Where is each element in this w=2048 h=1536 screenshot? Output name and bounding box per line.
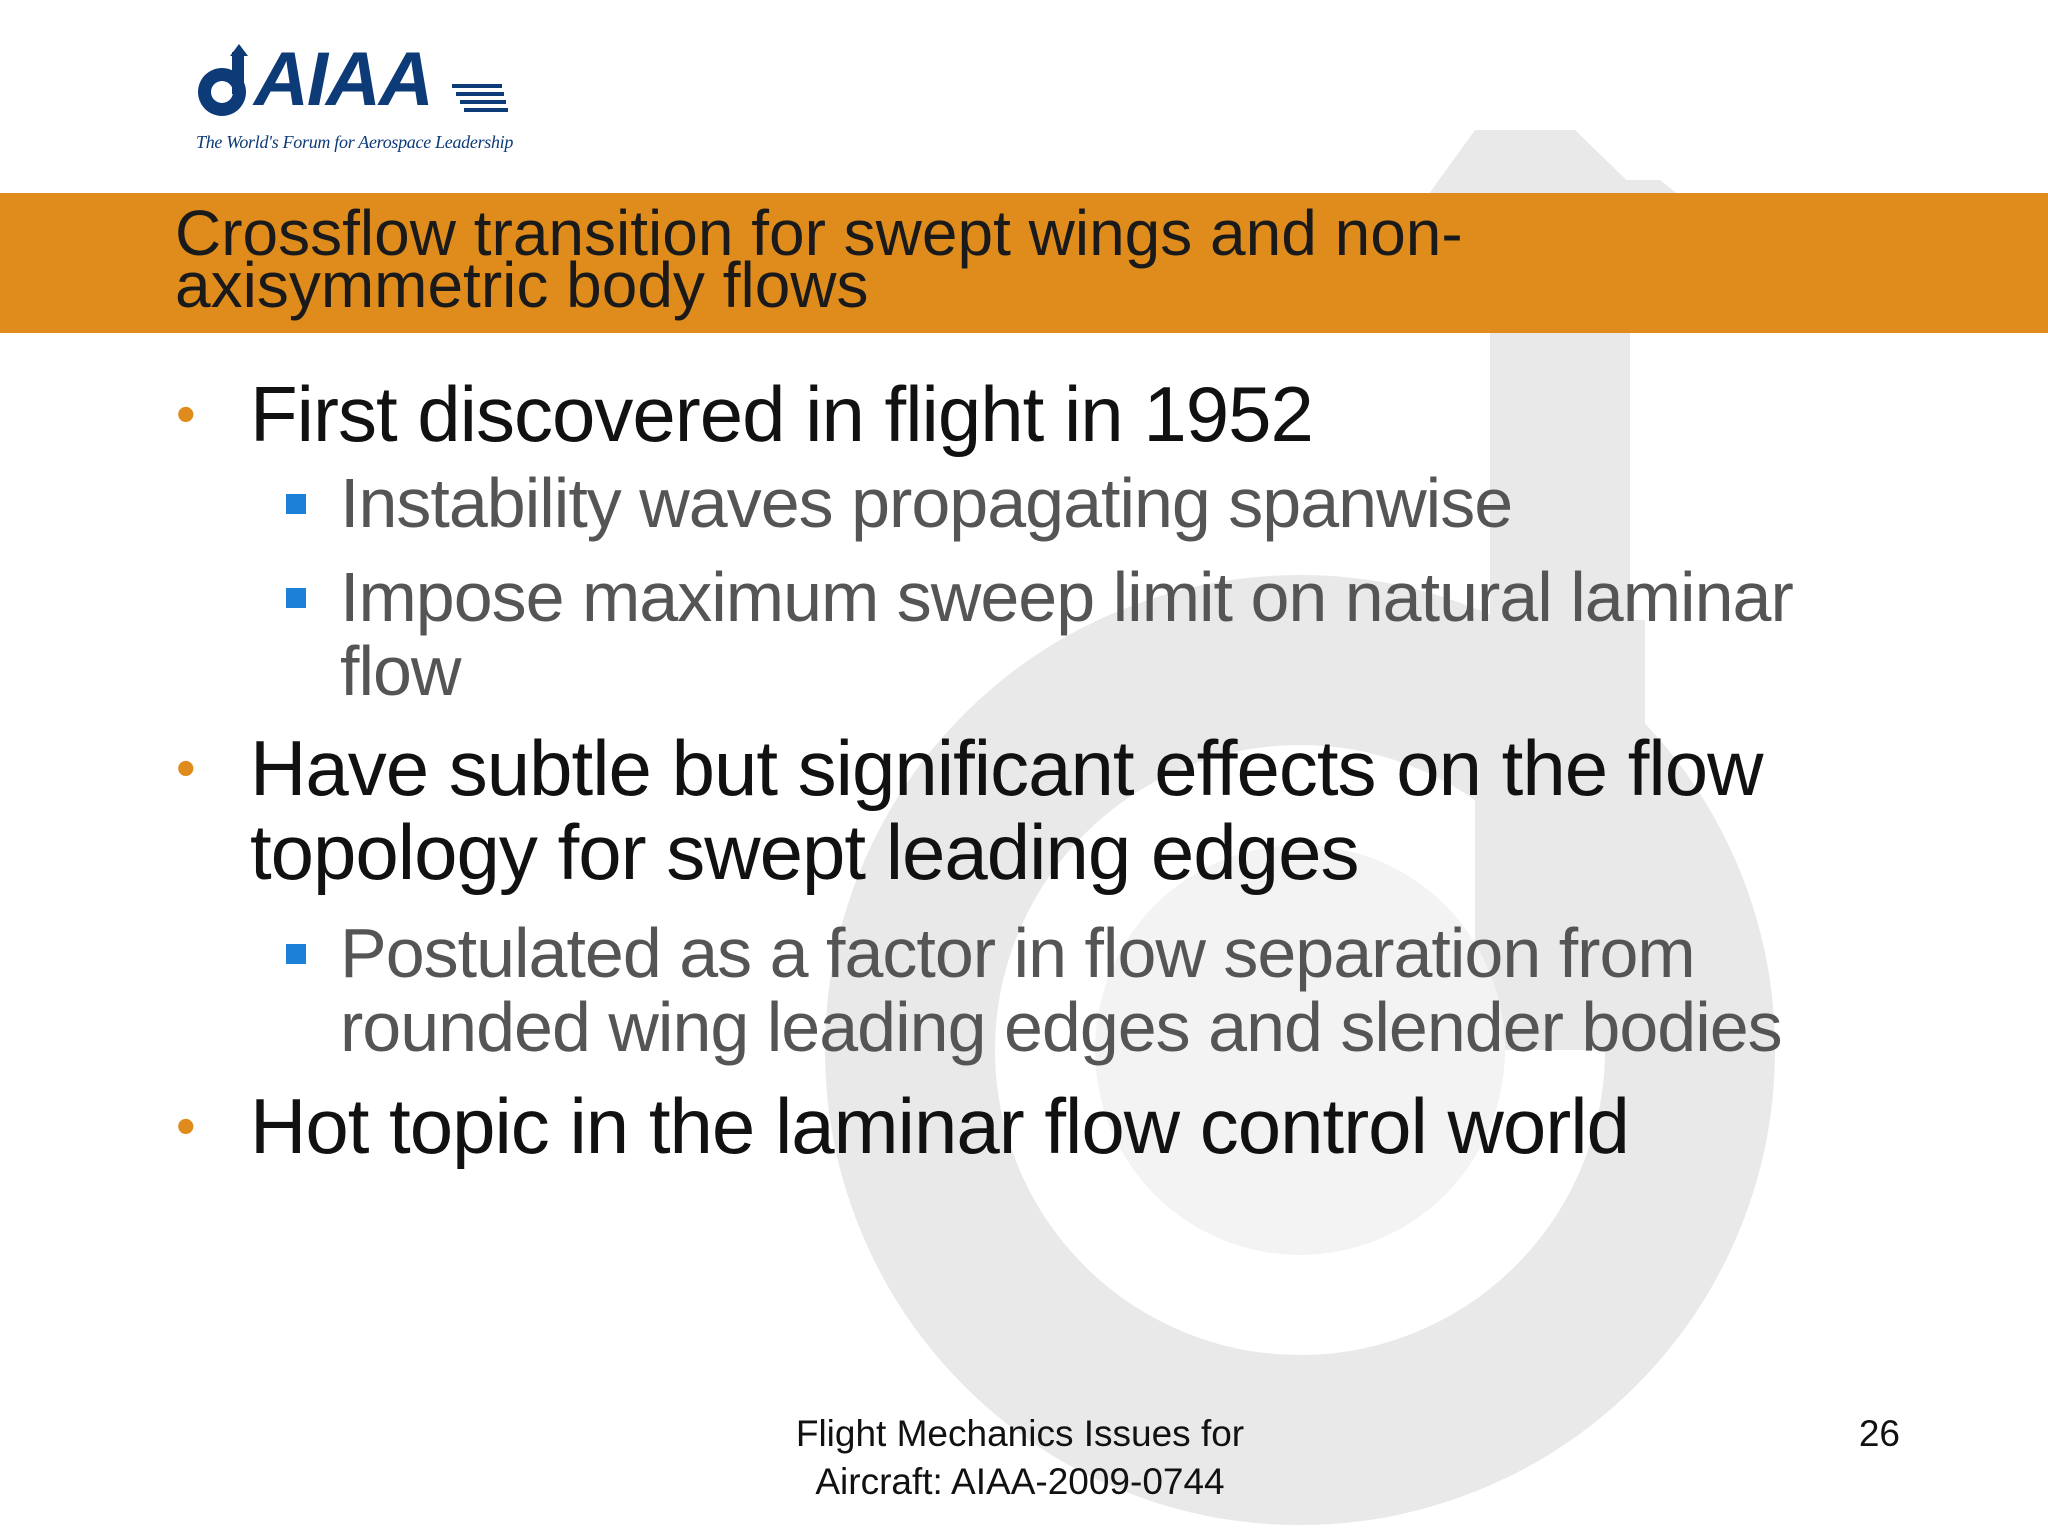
logo-speed-lines xyxy=(452,84,512,124)
bullet-dot-icon: • xyxy=(176,1094,195,1157)
sub-bullet-item xyxy=(170,466,1890,540)
sub-bullet-text: Impose maximum sweep limit on natural laminar flow xyxy=(340,558,1793,710)
sub-bullet-text-line-2: rounded wing leading edges and slender bodies xyxy=(340,988,1782,1066)
footer-citation xyxy=(720,1410,1320,1506)
bullet-text: Hot topic in the laminar flow control world xyxy=(250,1082,1629,1170)
bullet-text-line-2: topology for swept leading edges xyxy=(250,808,1359,896)
bullet-list xyxy=(170,372,1890,1168)
bullet-item xyxy=(170,1084,1890,1168)
footer-line-2: Aircraft: AIAA-2009-0744 xyxy=(815,1461,1225,1502)
sub-bullet-square-icon xyxy=(286,588,306,608)
bullet-dot-icon: • xyxy=(176,736,195,799)
sub-bullet-square-icon xyxy=(286,494,306,514)
bullet-text: First discovered in flight in 1952 xyxy=(250,370,1313,458)
logo-emblem-icon xyxy=(192,42,262,122)
footer-line-1: Flight Mechanics Issues for xyxy=(795,1413,1245,1454)
slide-title xyxy=(175,197,1875,321)
sub-bullet-item xyxy=(170,560,1890,708)
slide-title-line-2: axisymmetric body flows xyxy=(175,249,869,321)
page-number: 26 xyxy=(1858,1413,1900,1454)
aiaa-logo xyxy=(192,37,514,170)
logo-wordmark: AIAA xyxy=(254,37,432,122)
bullet-text-line-1: Have subtle but significant effects on the flow xyxy=(250,724,1763,812)
sub-bullet-text-line-1: Postulated as a factor in flow separation from xyxy=(340,914,1695,992)
bullet-item xyxy=(170,372,1890,456)
sub-bullet-text: Instability waves propagating spanwise xyxy=(340,464,1513,542)
bullet-item xyxy=(170,726,1890,894)
sub-bullet-item xyxy=(170,916,1890,1064)
sub-bullet-square-icon xyxy=(286,944,306,964)
title-bar xyxy=(0,193,2048,333)
bullet-dot-icon: • xyxy=(176,382,195,445)
slide-title-line-1: Crossflow transition for swept wings and non- xyxy=(175,197,1463,269)
logo-tagline: The World's Forum for Aerospace Leadership xyxy=(196,132,514,152)
